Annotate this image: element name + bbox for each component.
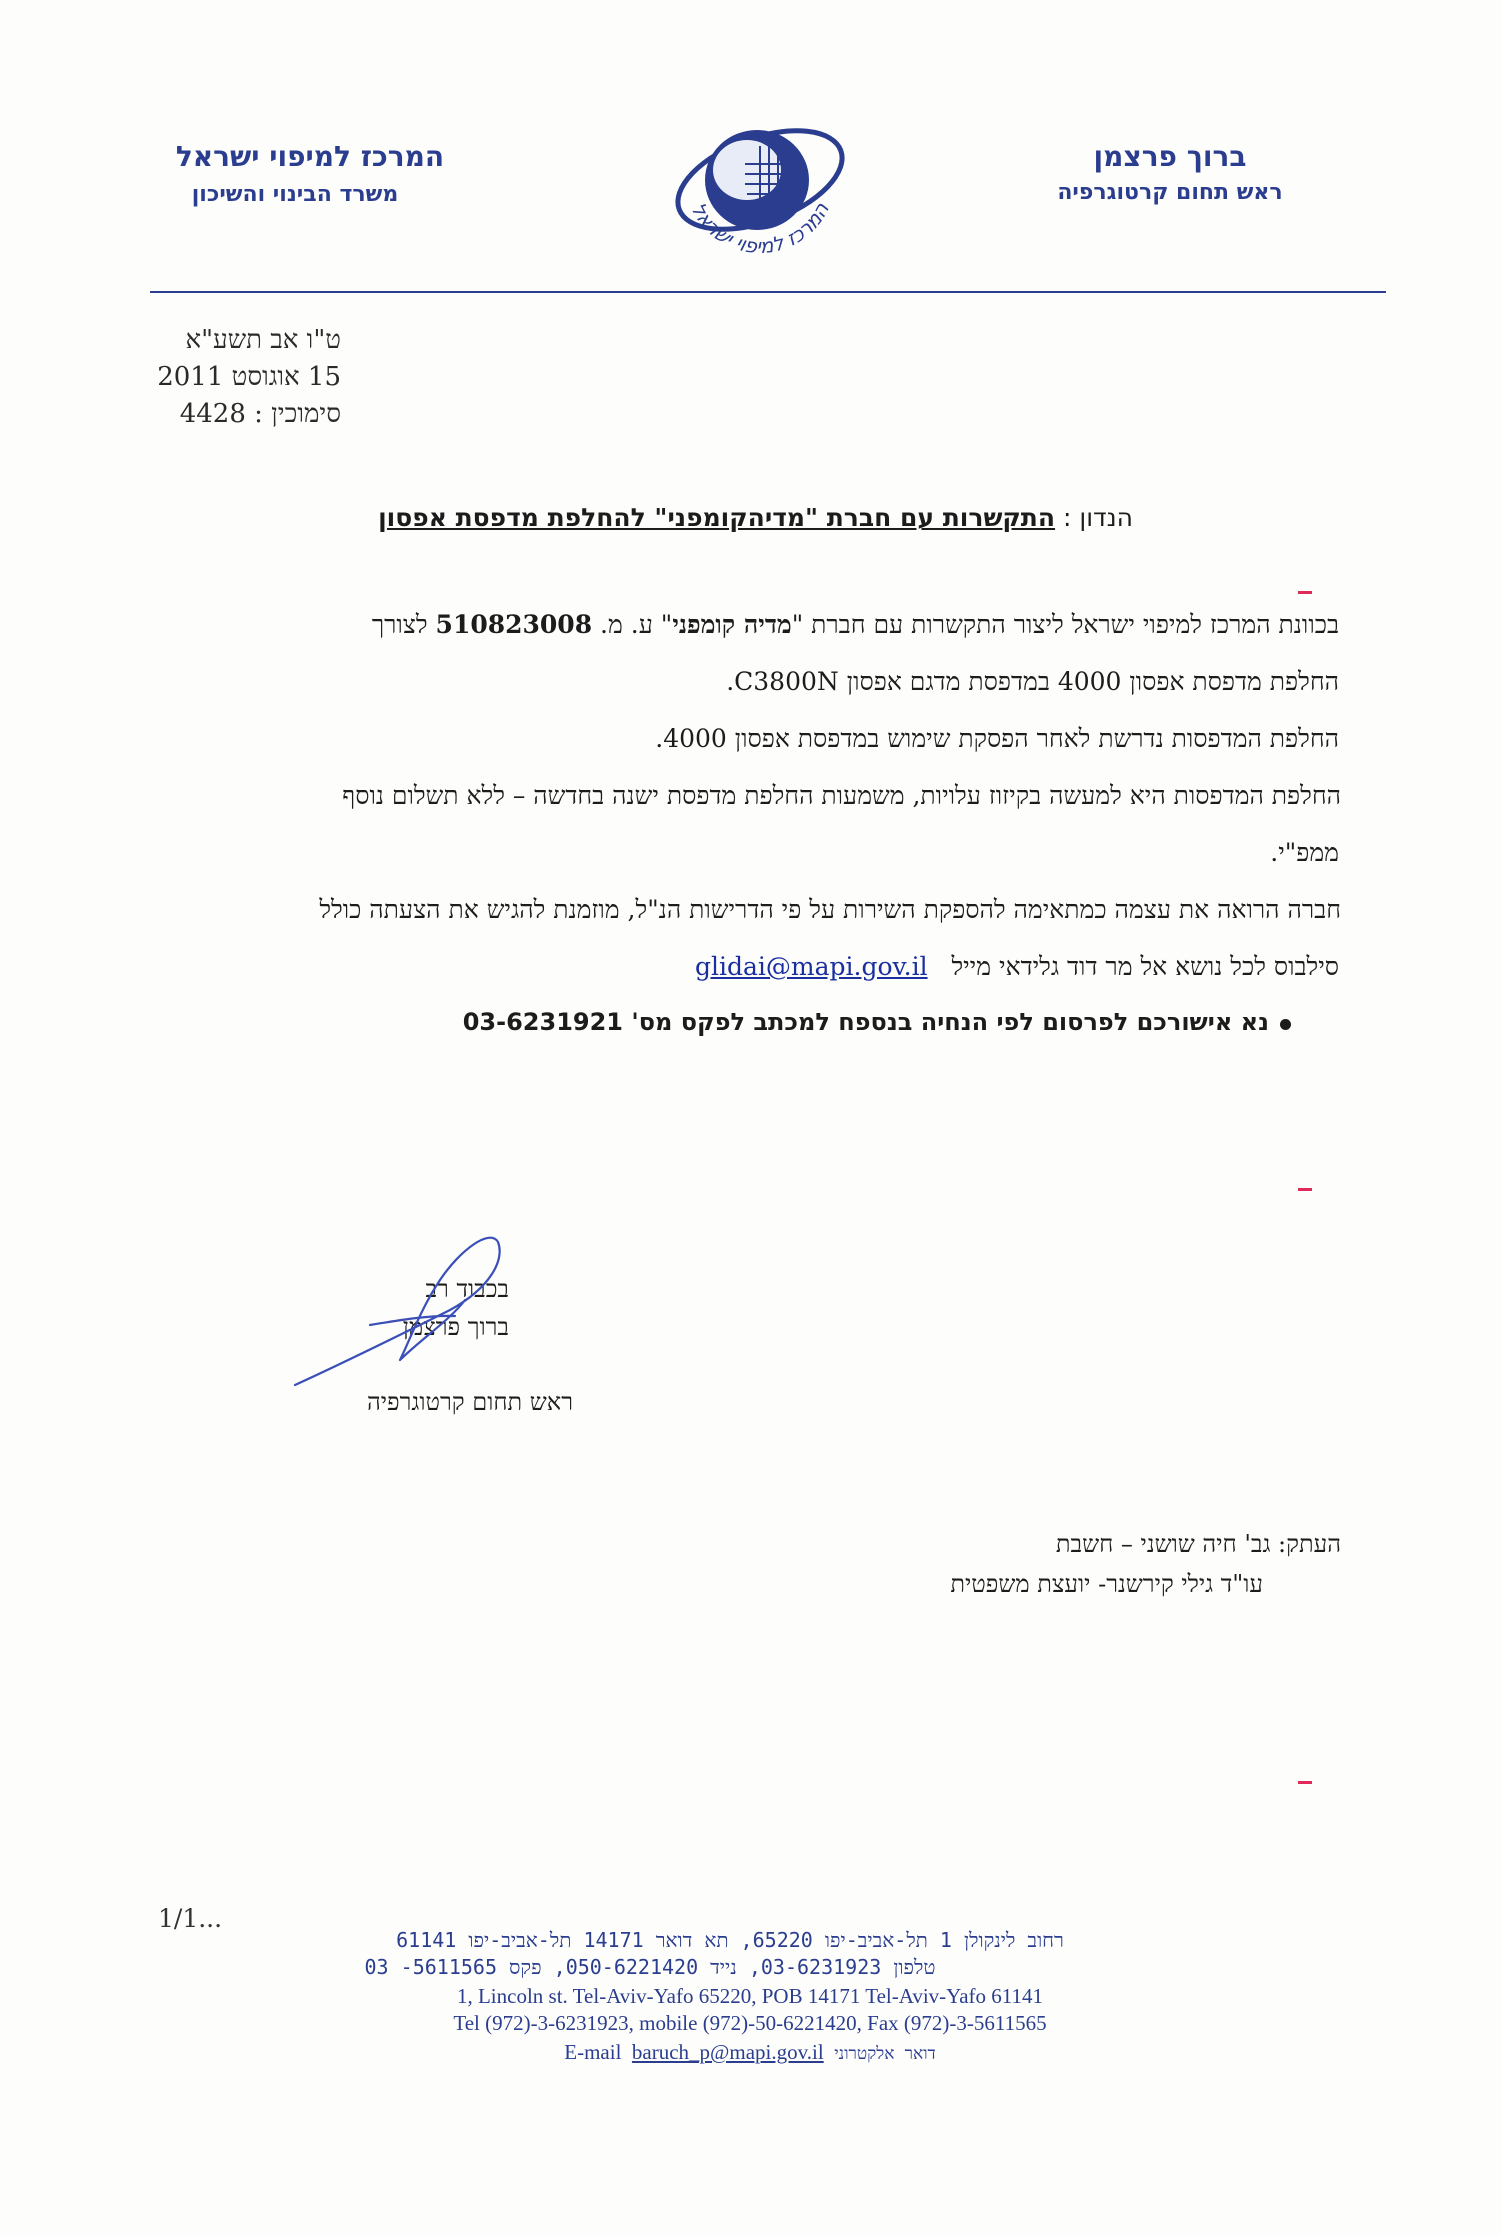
organization-name: המרכז למיפוי ישראל (175, 140, 445, 173)
hebrew-date: ט"ו אב תשע"א (185, 325, 341, 355)
body-line-5: ממפ"י. (1270, 838, 1339, 867)
scan-mark (1298, 591, 1312, 594)
company-name: מדיה קומפני (672, 610, 792, 639)
sender-title: ראש תחום קרטוגרפיה (1057, 180, 1283, 205)
subject-label: הנדון : (1063, 503, 1133, 532)
footer-address-english: 1, Lincoln st. Tel-Aviv-Yafo 65220, POB 14171 Tel-Aviv-Yafo 61141 (456, 1984, 1044, 2008)
page-number: 1/1... (158, 1904, 223, 1933)
body-line-1-c: לצורך (371, 610, 436, 639)
body-line-6: חברה הרואה את עצמה כמתאימה להספקת השירות על פי הדרישות הנ"ל, מוזמנת להגיש את הצעתה כולל (319, 895, 1341, 924)
body-line-1-a: בכוונת המרכז למיפוי ישראל ליצור התקשרות עם חברת " (791, 610, 1339, 639)
contact-email-link[interactable]: glidai@mapi.gov.il (694, 952, 928, 981)
body-line-4: החלפת המדפסות היא למעשה בקיזוז עלויות, משמעות החלפת מדפסת ישנה בחדשה – ללא תשלום נוסף (342, 781, 1341, 810)
logo-text: המרכז למיפוי ישראל (686, 198, 834, 259)
body-line-7 (695, 952, 1339, 982)
copy-recipient-1: העתק: גב' חיה שושני – חשבת (1055, 1530, 1341, 1558)
date-block (157, 322, 341, 433)
footer-email-link[interactable]: baruch_p@mapi.gov.il (631, 2040, 824, 2064)
footer-phones-hebrew: טלפון 03-6231923, נייד 050-6221420, פקס 5611565- 03 (364, 1955, 936, 1979)
body-line-1 (372, 610, 1339, 640)
footer-email-label-en: E-mail (564, 2040, 622, 2064)
mapping-center-logo (665, 108, 855, 278)
footer-address-hebrew: רחוב לינקולן 1 תל-אביב-יפו 65220, תא דואר 14171 תל-אביב-יפו 61141 (396, 1928, 1064, 1952)
body-line-7-text: סילבוס לכל נושא אל מר דוד גלידאי מייל (951, 952, 1339, 981)
body-line-2: החלפת מדפסת אפסון 4000 במדפסת מדגם אפסון C3800N. (726, 667, 1339, 696)
scan-mark (1298, 1781, 1312, 1784)
reference-number: סימוכין : 4428 (179, 399, 341, 429)
subject-line (378, 503, 1133, 532)
scan-mark (1298, 1188, 1312, 1191)
body-line-1-b: " ע. מ. (592, 610, 673, 639)
signer-title: ראש תחום קרטוגרפיה (366, 1388, 573, 1416)
sender-name: ברוך פרצמן (1093, 140, 1247, 173)
footer-email-label-he: דואר אלקטרוני (834, 2044, 936, 2064)
company-number: 510823008 (435, 610, 593, 639)
ministry-name: משרד הבינוי והשיכון (191, 182, 399, 207)
footer-phones-english: Tel (972)-3-6231923, mobile (972)-50-6221420, Fax (972)-3-5611565 (453, 2011, 1047, 2035)
gregorian-date: 15 אוגוסט 2011 (157, 362, 341, 392)
bullet-marker (1280, 1019, 1291, 1030)
handwritten-signature (290, 1230, 520, 1395)
footer-email-line (250, 2040, 1250, 2065)
body-line-3: החלפת המדפסות נדרשת לאחר הפסקת שימוש במדפסת אפסון 4000. (655, 724, 1339, 753)
subject-text: התקשרות עם חברת "מדיהקומפני" להחלפת מדפסת אפסון (378, 503, 1056, 532)
closing-greeting: בכבוד רב (425, 1275, 509, 1303)
copy-recipient-2: עו"ד גילי קירשנר- יועצת משפטית (950, 1570, 1263, 1598)
approval-note: נא אישורכם לפרסום לפי הנחיה בנספח למכתב לפקס מס' 03-6231921 (462, 1008, 1269, 1036)
header-divider (150, 291, 1386, 293)
signer-name: ברוך פרצמן (402, 1313, 509, 1341)
